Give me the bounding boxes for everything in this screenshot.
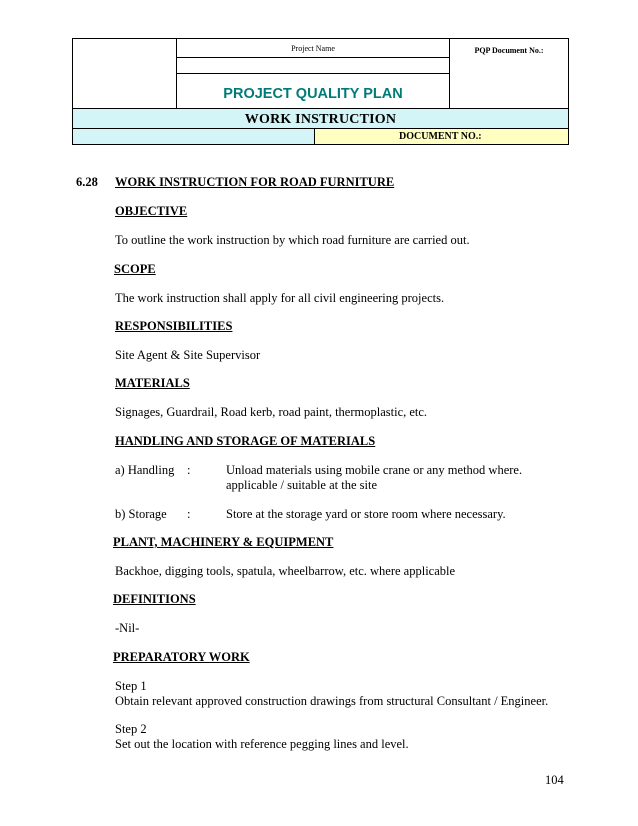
plan-title: PROJECT QUALITY PLAN [223,86,403,102]
materials-text: Signages, Guardrail, Road kerb, road paint, thermoplastic, etc. [115,405,428,419]
section-title: WORK INSTRUCTION FOR ROAD FURNITURE [115,175,395,189]
plant-heading: PLANT, MACHINERY & EQUIPMENT [113,535,334,549]
handling-text-line2: applicable / suitable at the site [226,478,377,492]
project-name-label: Project Name [177,39,449,58]
handling-text-line1: Unload materials using mobile crane or any method where. [226,463,523,477]
scope-heading: SCOPE [114,262,156,276]
document-header [72,38,569,145]
definitions-heading: DEFINITIONS [113,592,196,606]
objective-heading: OBJECTIVE [115,204,188,218]
step1-label: Step 1 [115,679,147,693]
preparatory-heading: PREPARATORY WORK [113,650,250,664]
storage-text: Store at the storage yard or store room where necessary. [226,507,506,521]
step1-text: Obtain relevant approved construction drawings from structural Consultant / Engineer. [115,694,549,708]
document-no-blank [73,129,315,144]
document-no-label: DOCUMENT NO.: [315,129,568,144]
handling-storage-heading: HANDLING AND STORAGE OF MATERIALS [115,434,376,448]
materials-heading: MATERIALS [115,376,190,390]
step2-label: Step 2 [115,722,147,736]
responsibilities-heading: RESPONSIBILITIES [115,319,233,333]
pqp-document-label: PQP Document No.: [474,46,544,55]
project-name-value [177,58,449,74]
storage-label: b) Storage [115,507,167,521]
handling-label: a) Handling [115,463,175,477]
plant-text: Backhoe, digging tools, spatula, wheelbarrow, etc. where applicable [115,564,456,578]
responsibilities-text: Site Agent & Site Supervisor [115,348,261,362]
work-instruction-band: WORK INSTRUCTION [73,108,568,129]
handling-colon: : [187,463,191,477]
logo-cell [73,39,177,108]
objective-text: To outline the work instruction by which road furniture are carried out. [115,233,470,247]
page-number: 104 [545,773,564,787]
section-number: 6.28 [76,175,98,189]
pqp-document-cell [449,39,568,108]
step2-text: Set out the location with reference pegging lines and level. [115,737,409,751]
storage-colon: : [187,507,191,521]
scope-text: The work instruction shall apply for all civil engineering projects. [115,291,445,305]
definitions-text: -Nil- [115,621,140,635]
